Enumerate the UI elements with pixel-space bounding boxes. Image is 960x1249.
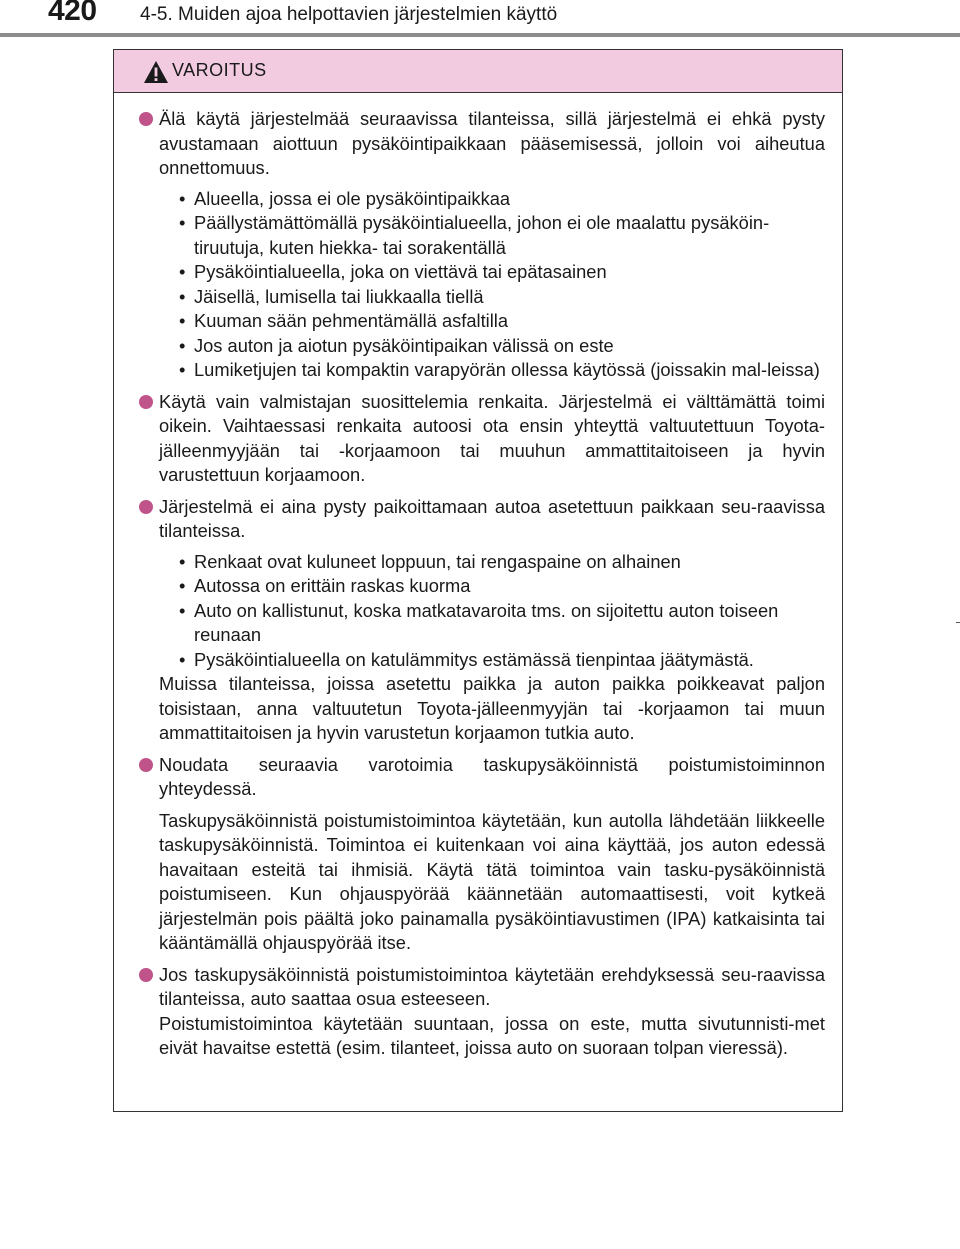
warning-body: [114, 93, 842, 1061]
item-text: Jos taskupysäköinnistä poistumistoimintoa käytetään erehdyksessä seu-raavissa tilanteissa, auto saattaa osua esteeseen.: [159, 963, 825, 1009]
bullet-dot-icon: [139, 112, 153, 126]
item-text: Älä käytä järjestelmää seuraavissa tilanteissa, sillä järjestelmä ei ehkä pysty avustamaan aiottuun pysäköintipaikkaan pääsemisessä, jolloin voi aiheutua onnettomuus.: [159, 108, 825, 178]
bullet-icon: •: [179, 334, 186, 356]
chapter-title: 4-5. Muiden ajoa helpottavien järjestelmien käyttö: [140, 4, 558, 25]
header-rule: [0, 33, 960, 37]
note-paragraph: Taskupysäköinnistä poistumistoimintoa käytetään, kun autolla lähdetään liikkeelle taskupysäköinnistä. Toimintoa ei kuitenkaan voi aina käyttää, jos auton edessä havaitaan esteitä tai ihmisiä. Käytä tätä toimintoa vain tasku-pysäköinnistä poistumiseen. Kun ohjauspyörää käännetään automaattisesti, voit kytkeä järjestelmän pois päältä joko painamalla pysäköintiavustimen (IPA) katkaisinta tai kääntämällä ohjauspyörää itse.: [159, 809, 825, 953]
warning-item: [139, 753, 825, 802]
bullet-icon: •: [179, 310, 186, 331]
list-item: • Pysäköintialueella, joka on viettävä tai epätasainen: [179, 260, 825, 285]
list-item: • Autossa on erittäin raskas kuorma: [179, 574, 825, 599]
bullet-dot-icon: [139, 968, 153, 982]
warning-header: [114, 50, 842, 93]
bullet-icon: •: [179, 285, 186, 307]
warning-item: [139, 107, 825, 383]
bullet-icon: •: [179, 359, 186, 380]
bullet-dot-icon: [139, 500, 153, 514]
item-text: Käytä vain valmistajan suosittelemia renkaita. Järjestelmä ei välttämättä toimi oikein. Vaihtaessasi renkaita autoosi ota ensin yhteyttä valtuutettuun Toyota-jälleenmyyjään tai -korjaamoon tai muuhun ammattitaitoiseen ja hyvin varustettuun korjaamoon.: [159, 390, 825, 485]
list-item: • Päällystämättömällä pysäköintialueella, johon ei ole maalattu pysäköin-tiruutuja, kuten hiekka- tai sorakentällä: [179, 212, 770, 258]
warning-item: [139, 495, 825, 673]
bullet-icon: •: [179, 212, 186, 233]
bullet-icon: •: [179, 550, 186, 572]
sublist: [159, 550, 825, 673]
warning-label: VAROITUS: [172, 60, 267, 80]
note-paragraph: Poistumistoimintoa käytetään suuntaan, jossa on este, mutta sivutunnisti-met eivät havaitse estettä (esim. tilanteet, joissa auto on suoraan tolpan vieressä).: [159, 1012, 825, 1058]
page-header: [0, 0, 960, 40]
page-number: 420: [48, 0, 97, 27]
sublist: [159, 187, 825, 383]
edge-mark: [956, 622, 960, 623]
list-item: • Jäisellä, lumisella tai liukkaalla tiellä: [179, 285, 825, 310]
list-item: • Kuuman sään pehmentämällä asfaltilla: [179, 309, 825, 334]
bullet-dot-icon: [139, 758, 153, 772]
bullet-icon: •: [179, 575, 186, 596]
warning-item: [139, 963, 825, 1012]
list-item: • Alueella, jossa ei ole pysäköintipaikkaa: [179, 187, 825, 212]
item-text: Järjestelmä ei aina pysty paikoittamaan autoa asetettuun paikkaan seu-raavissa tilanteissa.: [159, 495, 825, 541]
warning-box: [113, 49, 843, 1112]
warning-item: [139, 390, 825, 488]
list-item: • Jos auton ja aiotun pysäköintipaikan välissä on este: [179, 334, 825, 359]
list-item: • Auto on kallistunut, koska matkatavaroita tms. on sijoitettu auton toiseen reunaan: [179, 599, 779, 645]
bullet-icon: •: [179, 599, 186, 621]
warning-triangle-icon: [143, 60, 169, 84]
bullet-icon: •: [179, 261, 186, 282]
list-item: • Pysäköintialueella on katulämmitys estämässä tienpintaa jäätymästä.: [179, 648, 825, 673]
list-item: • Lumiketjujen tai kompaktin varapyörän ollessa käytössä (joissakin mal-leissa): [179, 358, 825, 383]
list-item: • Renkaat ovat kuluneet loppuun, tai rengaspaine on alhainen: [179, 550, 825, 575]
bullet-icon: •: [179, 648, 186, 670]
note-paragraph: Muissa tilanteissa, joissa asetettu paikka ja auton paikka poikkeavat paljon toisistaan, anna valtuutetun Toyota-jälleenmyyjän tai -korjaamon tai muun ammattitaitoisen ja hyvin varustetun korjaamon tutkia auto.: [159, 673, 825, 743]
item-text: Noudata seuraavia varotoimia taskupysäköinnistä poistumistoiminnon yhteydessä.: [159, 753, 825, 799]
bullet-dot-icon: [139, 395, 153, 409]
bullet-icon: •: [179, 187, 186, 209]
